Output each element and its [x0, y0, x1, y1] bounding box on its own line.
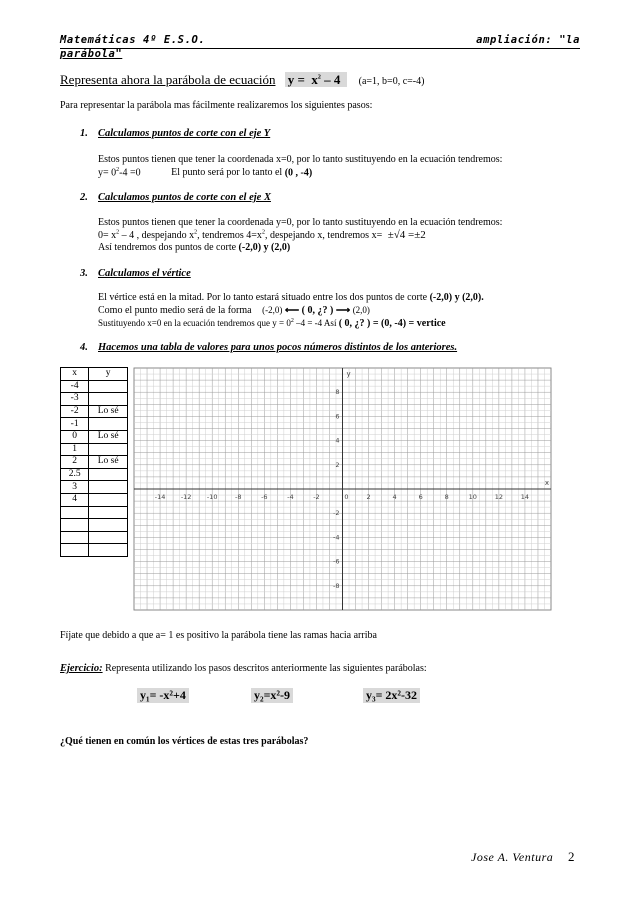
x-tick-label: -2	[313, 493, 320, 501]
table-cell-y	[89, 493, 128, 506]
header-right: ampliación: "la	[476, 34, 580, 46]
table-cell-y	[89, 393, 128, 406]
x-tick-label: -4	[287, 493, 294, 501]
equation-1: y₁= -x²+4	[137, 688, 189, 703]
step1-title: Calculamos puntos de corte con el eje Y	[98, 128, 271, 139]
table-cell-x	[61, 544, 89, 557]
x-tick-label: 0	[344, 493, 349, 501]
table-cell-x: -1	[61, 418, 89, 431]
step2-formula: ±√4 =±2	[387, 229, 426, 241]
step2-line2: $0= x^2 - 4$ , despejando $x^2$, tendremos $4=x^2$, despejando x, tendremos x= ±√4 =±2	[98, 229, 426, 241]
table-row	[61, 443, 128, 456]
table-row	[61, 506, 128, 519]
table-cell-y: Lo sé	[89, 430, 128, 443]
footer-author: Jose A. Ventura	[471, 850, 554, 864]
header-line2: parábola"	[60, 48, 123, 60]
table-cell-y	[89, 519, 128, 532]
values-table	[60, 367, 128, 557]
table-cell-x: 1	[61, 443, 89, 456]
x-tick-label: 10	[468, 493, 477, 501]
table-row	[61, 481, 128, 494]
x-tick-label: 14	[520, 493, 530, 501]
table-header-row	[61, 368, 128, 381]
title-coeffs: (a=1, b=0, c=-4)	[358, 76, 425, 87]
table-cell-y	[89, 531, 128, 544]
table-cell-y: Lo sé	[89, 405, 128, 418]
step3-line1: El vértice está en la mitad. Por lo tanto estará situado entre los dos puntos de corte (-2,0) y (2,0).	[98, 292, 484, 303]
table-cell-x	[61, 519, 89, 532]
x-axis-label: x	[544, 479, 549, 487]
table-row	[61, 456, 128, 469]
x-tick-label: -14	[154, 493, 166, 501]
x-tick-label: -12	[180, 493, 192, 501]
footer-page: 2	[568, 849, 575, 864]
table-row	[61, 493, 128, 506]
y-tick-label: 2	[335, 460, 340, 469]
table-cell-y: Lo sé	[89, 456, 128, 469]
x-tick-label: 4	[392, 493, 397, 501]
y-tick-label: 4	[335, 436, 340, 445]
header-left: Matemáticas 4º E.S.O.	[60, 34, 206, 46]
table-cell-x: 4	[61, 493, 89, 506]
title-text: Representa ahora la parábola de ecuación	[60, 72, 276, 87]
table-cell-x	[61, 531, 89, 544]
question-text: ¿Qué tienen en común los vértices de estas tres parábolas?	[60, 736, 309, 747]
table-cell-x: 2.5	[61, 468, 89, 481]
step1-line1: Estos puntos tienen que tener la coordenada x=0, por lo tanto sustituyendo en la ecuación tendremos:	[98, 154, 503, 165]
table-cell-y	[89, 443, 128, 456]
table-cell-y	[89, 544, 128, 557]
left-arrow-icon: ⟵	[284, 305, 300, 316]
table-row	[61, 430, 128, 443]
x-tick-label: 6	[418, 493, 423, 501]
table-row	[61, 544, 128, 557]
step4-title: Hacemos una tabla de valores para unos pocos números distintos de los anteriores.	[98, 342, 458, 353]
y-tick-label: -2	[333, 509, 340, 518]
y-tick-label: -8	[333, 581, 340, 590]
table-row	[61, 405, 128, 418]
title-line	[60, 72, 424, 88]
step2-number: 2.	[80, 192, 88, 203]
note-text: Fíjate que debido a que a= 1 es positivo la parábola tiene las ramas hacia arriba	[60, 630, 377, 641]
x-tick-label: 2	[366, 493, 371, 501]
table-header-x: x	[61, 368, 89, 381]
x-tick-label: -10	[206, 493, 218, 501]
exercise-label: Ejercicio:	[60, 663, 103, 674]
table-row	[61, 380, 128, 393]
table-cell-x	[61, 506, 89, 519]
right-arrow-icon: ⟶	[335, 305, 351, 316]
x-tick-label: -6	[261, 493, 268, 501]
header-bar	[60, 34, 580, 49]
y-tick-label: 6	[335, 412, 340, 421]
table-cell-x: 3	[61, 481, 89, 494]
step3-line3: Sustituyendo x=0 en la ecuación tendremos que $y = 0^2$ –4 = -4 Así ( 0, ¿? ) = (0, -4) = vertice	[98, 318, 446, 329]
table-row	[61, 531, 128, 544]
table-cell-y	[89, 418, 128, 431]
table-cell-y	[89, 468, 128, 481]
table-cell-x: 0	[61, 430, 89, 443]
step2-line1: Estos puntos tienen que tener la coordenada y=0, por lo tanto sustituyendo en la ecuación tendremos:	[98, 217, 503, 228]
step3-line2: Como el punto medio será de la forma (-2,0) ⟵ ( 0, ¿? ) ⟶ (2,0)	[98, 305, 370, 316]
exercise-line	[60, 663, 427, 674]
y-axis-label: y	[346, 370, 351, 378]
table-cell-x: -2	[61, 405, 89, 418]
table-cell-x: -3	[61, 393, 89, 406]
y-tick-label: -6	[333, 557, 340, 566]
y-tick-label: -4	[333, 533, 340, 542]
table-cell-y	[89, 506, 128, 519]
intro-text: Para representar la parábola mas fácilmente realizaremos los siguientes pasos:	[60, 100, 373, 111]
step1-line2: $y= 0^2-4 =0$ El punto será por lo tanto el (0 , -4)	[98, 167, 313, 179]
step2-title: Calculamos puntos de corte con el eje X	[98, 192, 271, 203]
title-equation: $y = x^2 - 4$	[285, 72, 347, 87]
table-cell-y	[89, 380, 128, 393]
equation-2: y₂=x²-9	[251, 688, 293, 703]
step4-number: 4.	[80, 342, 88, 353]
x-tick-label: 8	[444, 493, 449, 501]
equation-3: y₃= 2x²-32	[363, 688, 420, 703]
table-row	[61, 519, 128, 532]
table-header-y: y	[89, 368, 128, 381]
table-cell-y	[89, 481, 128, 494]
step2-line3: Así tendremos dos puntos de corte (-2,0) y (2,0)	[98, 242, 291, 253]
table-cell-x: -4	[61, 380, 89, 393]
x-tick-label: -8	[235, 493, 242, 501]
table-row	[61, 468, 128, 481]
table-row	[61, 393, 128, 406]
x-tick-label: 12	[494, 493, 504, 501]
y-tick-label: 8	[335, 388, 340, 397]
table-cell-x: 2	[61, 456, 89, 469]
coordinate-grid	[130, 364, 555, 614]
step3-title: Calculamos el vértice	[98, 268, 191, 279]
step3-number: 3.	[80, 268, 88, 279]
step1-number: 1.	[80, 128, 88, 139]
table-row	[61, 418, 128, 431]
exercise-text: Representa utilizando los pasos descritos anteriormente las siguientes parábolas:	[105, 663, 427, 674]
